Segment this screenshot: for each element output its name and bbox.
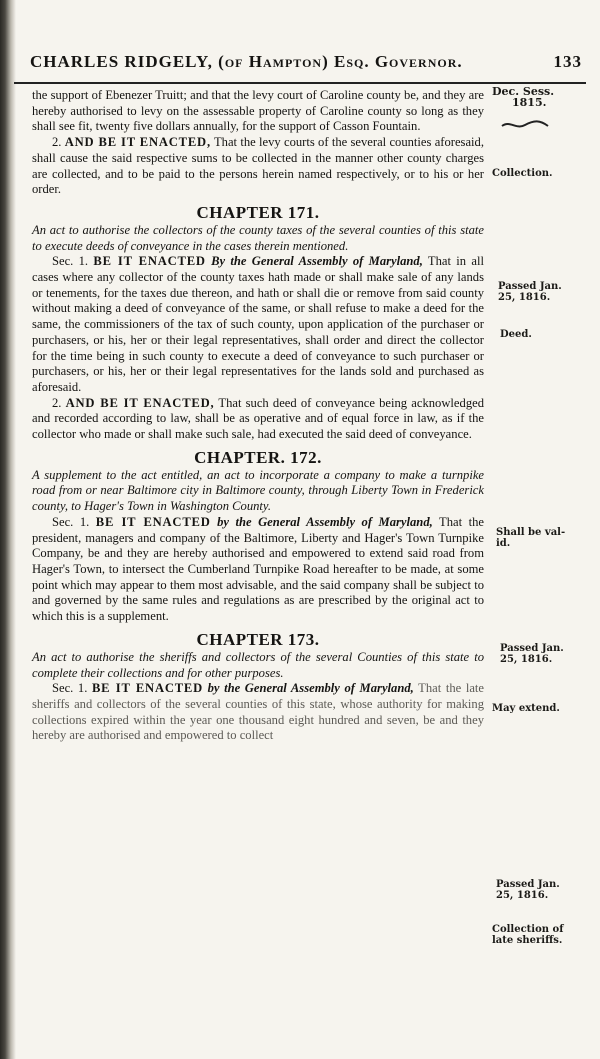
chapter-172-title: A supplement to the act entitled, an act to incorporate a company to make a turnpike road from or near Baltimore city in Baltimore county, through Liberty Town in Frederick county, to Hager's Town in Washington County.	[32, 467, 484, 514]
margin-may-extend: May extend.	[492, 703, 560, 714]
enacting-clause: AND BE IT ENACTED,	[65, 395, 215, 410]
margin-collection-late-line1: Collection of	[492, 924, 564, 935]
margin-passed-173-line1: Passed Jan.	[496, 879, 560, 890]
flourish-ornament	[500, 118, 550, 132]
section-text: That such deed of conveyance being acknowledged and recorded according to law, shall be as operative and of equal force in law, as if the collector who made or shall make such sale, had executed the said deed of conveyance.	[32, 395, 485, 442]
chapter-173-heading: CHAPTER 173.	[196, 629, 320, 649]
margin-session	[492, 86, 554, 108]
margin-collection: Collection.	[492, 168, 553, 179]
margin-shall-be-valid	[496, 527, 565, 549]
margin-collection-late-line2: late sheriffs.	[492, 935, 563, 946]
paragraph-section-2	[32, 135, 484, 198]
enacting-clause: BE IT ENACTED	[91, 681, 204, 696]
binding-shadow	[0, 0, 16, 1059]
chapter-173-title: An act to authorise the sheriffs and collectors of the several Counties of this state to complete their collections and for other purposes.	[32, 649, 484, 680]
running-header	[30, 52, 582, 78]
section-label: Sec. 1.	[52, 514, 90, 529]
section-text: That the late sheriffs and collectors of the several counties of this state, whose authority for making collections expired within the year one thousand eight hundred and seven, be and they hereby are authorised and empowered to collect	[32, 681, 484, 743]
chapter-173-section-1	[32, 681, 484, 744]
section-text: That the levy courts of the several counties aforesaid, shall cause the said respective sums to be collected in the manner other county charges are collected, and to be paid to the persons herein named respectively, or to his or her order.	[32, 135, 484, 197]
assembly-clause: By the General Assembly of Maryland,	[205, 254, 423, 269]
chapter-172-section-1	[32, 515, 484, 625]
margin-shall-valid-line2: id.	[496, 538, 511, 549]
margin-shall-valid-line1: Shall be val-	[496, 527, 566, 538]
assembly-clause: by the General Assembly of Maryland,	[210, 514, 433, 529]
page-number: 133	[553, 52, 582, 71]
section-label: Sec. 1.	[52, 681, 88, 696]
chapter-172-heading: CHAPTER. 172.	[194, 447, 322, 467]
margin-deed: Deed.	[500, 329, 532, 340]
section-number: 2.	[52, 395, 62, 410]
margin-session-line1: Dec. Sess.	[492, 85, 555, 98]
header-rule	[14, 82, 586, 84]
margin-passed-171	[498, 281, 562, 303]
margin-passed-171-line2: 25, 1816.	[498, 292, 551, 303]
chapter-171-heading: CHAPTER 171.	[196, 202, 320, 222]
margin-passed-172-line1: Passed Jan.	[500, 643, 564, 654]
chapter-171-title: An act to authorise the collectors of the county taxes of the several counties of this state to execute deeds of conveyance in the cases therein mentioned.	[32, 222, 484, 253]
paragraph-continued: the support of Ebenezer Truitt; and that the levy court of Caroline county be, and they are hereby authorised to levy on the assessable property of Caroline county so long as they shall see fit, twenty five dollars annually, for the support of Casson Fountain.	[32, 88, 484, 134]
header-title: CHARLES RIDGELY, (of Hampton) Esq. Governor.	[30, 52, 463, 71]
margin-passed-171-line1: Passed Jan.	[498, 281, 562, 292]
body-text	[32, 88, 484, 744]
assembly-clause: by the General Assembly of Maryland,	[203, 681, 414, 696]
margin-passed-172	[500, 643, 564, 665]
margin-session-line2: 1815.	[512, 96, 547, 109]
enacting-clause: AND BE IT ENACTED,	[64, 135, 211, 150]
section-label: Sec. 1.	[52, 254, 89, 269]
margin-passed-173-line2: 25, 1816.	[496, 890, 549, 901]
enacting-clause: BE IT ENACTED	[93, 254, 206, 269]
section-text: That the president, managers and company of the Baltimore, Liberty and Hager's Town Turnpike Company, be and they are hereby authorised and empowered to extend said road from Hager's Town, to intersect the Cumberland Turnpike Road hereafter to be made, at some point which may appear to them most advisable, and the said company shall be subject to and governed by the same rules and regulations as are prescribed by the original act to which this is a supplement.	[32, 514, 484, 624]
section-number: 2.	[52, 135, 62, 150]
enacting-clause: BE IT ENACTED	[95, 514, 211, 529]
chapter-171-section-2	[32, 396, 484, 443]
margin-passed-173	[496, 879, 560, 901]
margin-collection-late	[492, 924, 564, 946]
chapter-171-section-1	[32, 254, 484, 395]
margin-passed-172-line2: 25, 1816.	[500, 654, 553, 665]
section-text: That in all cases where any collector of the county taxes hath made or shall make sale of any lands or tenements, for the taxes due thereon, and hath or shall die or remove from said county without making a deed of conveyance of the same, or shall refuse to make a deed for the same, the commissioners of the tax of such county, upon application of the purchaser or purchasers, or his, her or their legal representatives, shall order and direct the collector for the time being in such county to execute a deed of conveyance to such purchaser or purchasers, or his, her or their legal representatives for the lands sold and purchased as aforesaid.	[32, 254, 484, 394]
